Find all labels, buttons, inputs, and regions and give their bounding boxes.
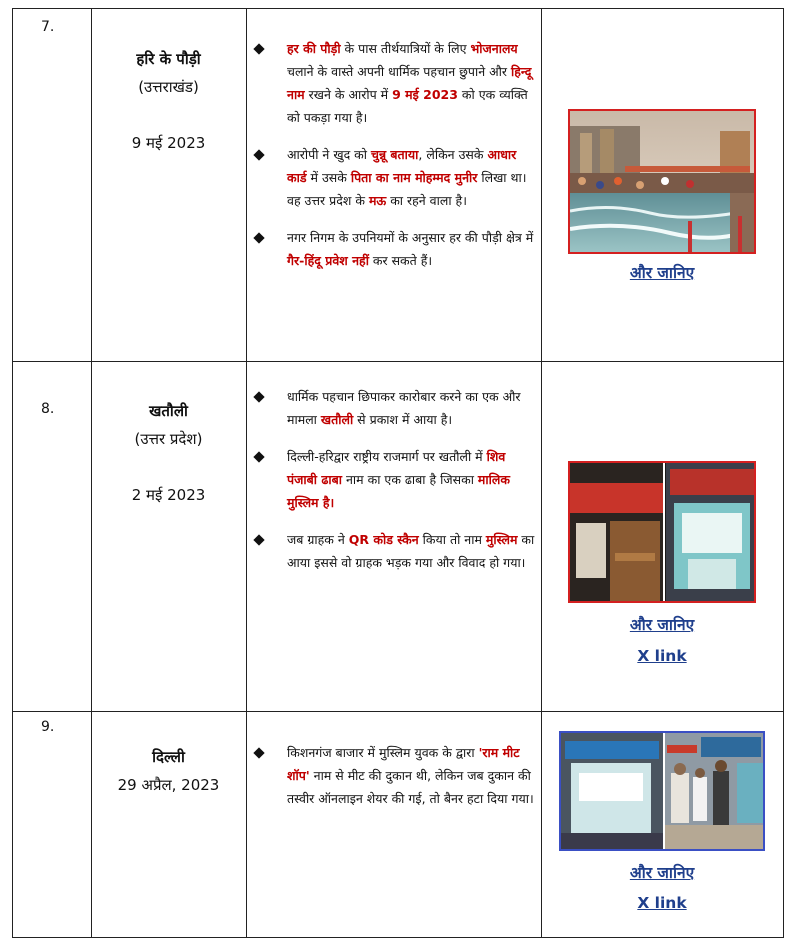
place-name: दिल्ली xyxy=(152,748,185,766)
row-number: 8. xyxy=(41,401,55,417)
body-text: किशनगंज बाजार में मुस्लिम युवक के द्वारा xyxy=(287,745,479,760)
body-text: धार्मिक पहचान छिपाकर कारोबार करने का एक और मामला xyxy=(287,389,521,427)
highlighted-text: पिता का नाम मोहम्मद मुनीर xyxy=(350,170,478,185)
body-text: जब ग्राहक ने xyxy=(287,532,349,547)
column-divider xyxy=(541,9,542,937)
place-cell xyxy=(91,49,246,153)
learn-more-link[interactable]: और जानिए xyxy=(629,264,695,282)
diamond-bullet-icon xyxy=(253,451,264,462)
body-text: नाम का एक ढाबा है जिसका xyxy=(342,472,478,487)
diamond-bullet-icon xyxy=(253,747,264,758)
highlighted-text: गैर-हिंदू प्रवेश नहीं xyxy=(287,253,369,268)
bullet-list xyxy=(249,385,539,574)
diamond-bullet-icon xyxy=(253,232,264,243)
body-text: रखने के आरोप में xyxy=(304,87,393,102)
bullet-point xyxy=(249,528,539,574)
bullet-point xyxy=(249,37,539,129)
highlighted-text: आधार कार्ड xyxy=(287,147,517,185)
body-text: लिखा था। वह उत्तर प्रदेश के xyxy=(287,170,527,208)
body-text: चलाने के वास्ते अपनी धार्मिक पहचान छुपाने और xyxy=(287,64,512,79)
highlighted-text: मालिक मुस्लिम है। xyxy=(287,472,510,510)
diamond-bullet-icon xyxy=(253,534,264,545)
body-text: को एक व्यक्ति को पकड़ा गया है। xyxy=(287,87,528,125)
incident-date: 9 मई 2023 xyxy=(131,134,206,152)
highlighted-text: मऊ xyxy=(368,193,387,208)
highlighted-text: 9 मई 2023 xyxy=(392,87,458,102)
body-text: से प्रकाश में आया है। xyxy=(353,412,453,427)
place-name: खतौली xyxy=(149,402,188,420)
bullet-point xyxy=(249,226,539,272)
x-link[interactable]: X link xyxy=(637,894,687,912)
highlighted-text: खतौली xyxy=(320,412,354,427)
details-cell xyxy=(249,385,539,588)
column-divider xyxy=(246,9,247,937)
learn-more-link[interactable]: और जानिए xyxy=(629,864,695,882)
place-cell xyxy=(91,747,246,795)
har-ki-pauri-photo xyxy=(568,109,756,254)
place-state: (उत्तराखंड) xyxy=(138,78,199,96)
incident-date: 2 मई 2023 xyxy=(131,486,206,504)
place-state: (उत्तर प्रदेश) xyxy=(134,430,203,448)
dhaba-photo xyxy=(568,461,756,603)
diamond-bullet-icon xyxy=(253,391,264,402)
bullet-point xyxy=(249,741,539,810)
highlighted-text: चुन्नू बताया xyxy=(371,147,419,162)
place-cell xyxy=(91,401,246,505)
highlighted-text: 'राम मीट शॉप' xyxy=(287,745,520,783)
row-divider xyxy=(13,361,783,362)
highlighted-text: QR कोड स्कैन xyxy=(348,532,419,547)
highlighted-text: मुस्लिम xyxy=(485,532,518,547)
highlighted-text: हिन्दू नाम xyxy=(287,64,532,102)
body-text: नगर निगम के उपनियमों के अनुसार हर की पौड़ी क्षेत्र में xyxy=(287,230,534,245)
row-divider xyxy=(13,711,783,712)
bullet-point xyxy=(249,445,539,514)
row-number: 7. xyxy=(41,19,55,35)
body-text: कर सकते हैं। xyxy=(368,253,433,268)
body-text: के पास तीर्थयात्रियों के लिए xyxy=(340,41,471,56)
bullet-point xyxy=(249,143,539,212)
details-cell xyxy=(249,741,539,824)
body-text: , लेकिन उसके xyxy=(418,147,488,162)
body-text: में उसके xyxy=(306,170,351,185)
body-text: किया तो नाम xyxy=(418,532,486,547)
details-cell xyxy=(249,37,539,286)
diamond-bullet-icon xyxy=(253,149,264,160)
bullet-point xyxy=(249,385,539,431)
body-text: का आया इससे वो ग्राहक भड़क गया और विवाद हो गया। xyxy=(287,532,535,570)
bullet-list xyxy=(249,741,539,810)
body-text: आरोपी ने खुद को xyxy=(287,147,371,162)
x-link[interactable]: X link xyxy=(637,647,687,665)
incident-date: 29 अप्रैल, 2023 xyxy=(117,776,220,794)
news-table xyxy=(12,8,784,938)
learn-more-link[interactable]: और जानिए xyxy=(629,616,695,634)
highlighted-text: शिव पंजाबी ढाबा xyxy=(287,449,506,487)
body-text: नाम से मीट की दुकान थी, लेकिन जब दुकान की तस्वीर ऑनलाइन शेयर की गई, तो बैनर हटा दिया गया। xyxy=(287,768,534,806)
bullet-list xyxy=(249,37,539,272)
highlighted-text: हर की पौड़ी xyxy=(287,41,341,56)
highlighted-text: भोजनालय xyxy=(470,41,518,56)
body-text: का रहने वाला है। xyxy=(386,193,467,208)
place-name: हरि के पौड़ी xyxy=(136,50,201,68)
body-text: दिल्ली-हरिद्वार राष्ट्रीय राजमार्ग पर खतौली में xyxy=(287,449,487,464)
diamond-bullet-icon xyxy=(253,43,264,54)
meat-shop-photo xyxy=(559,731,765,851)
row-number: 9. xyxy=(41,719,55,735)
